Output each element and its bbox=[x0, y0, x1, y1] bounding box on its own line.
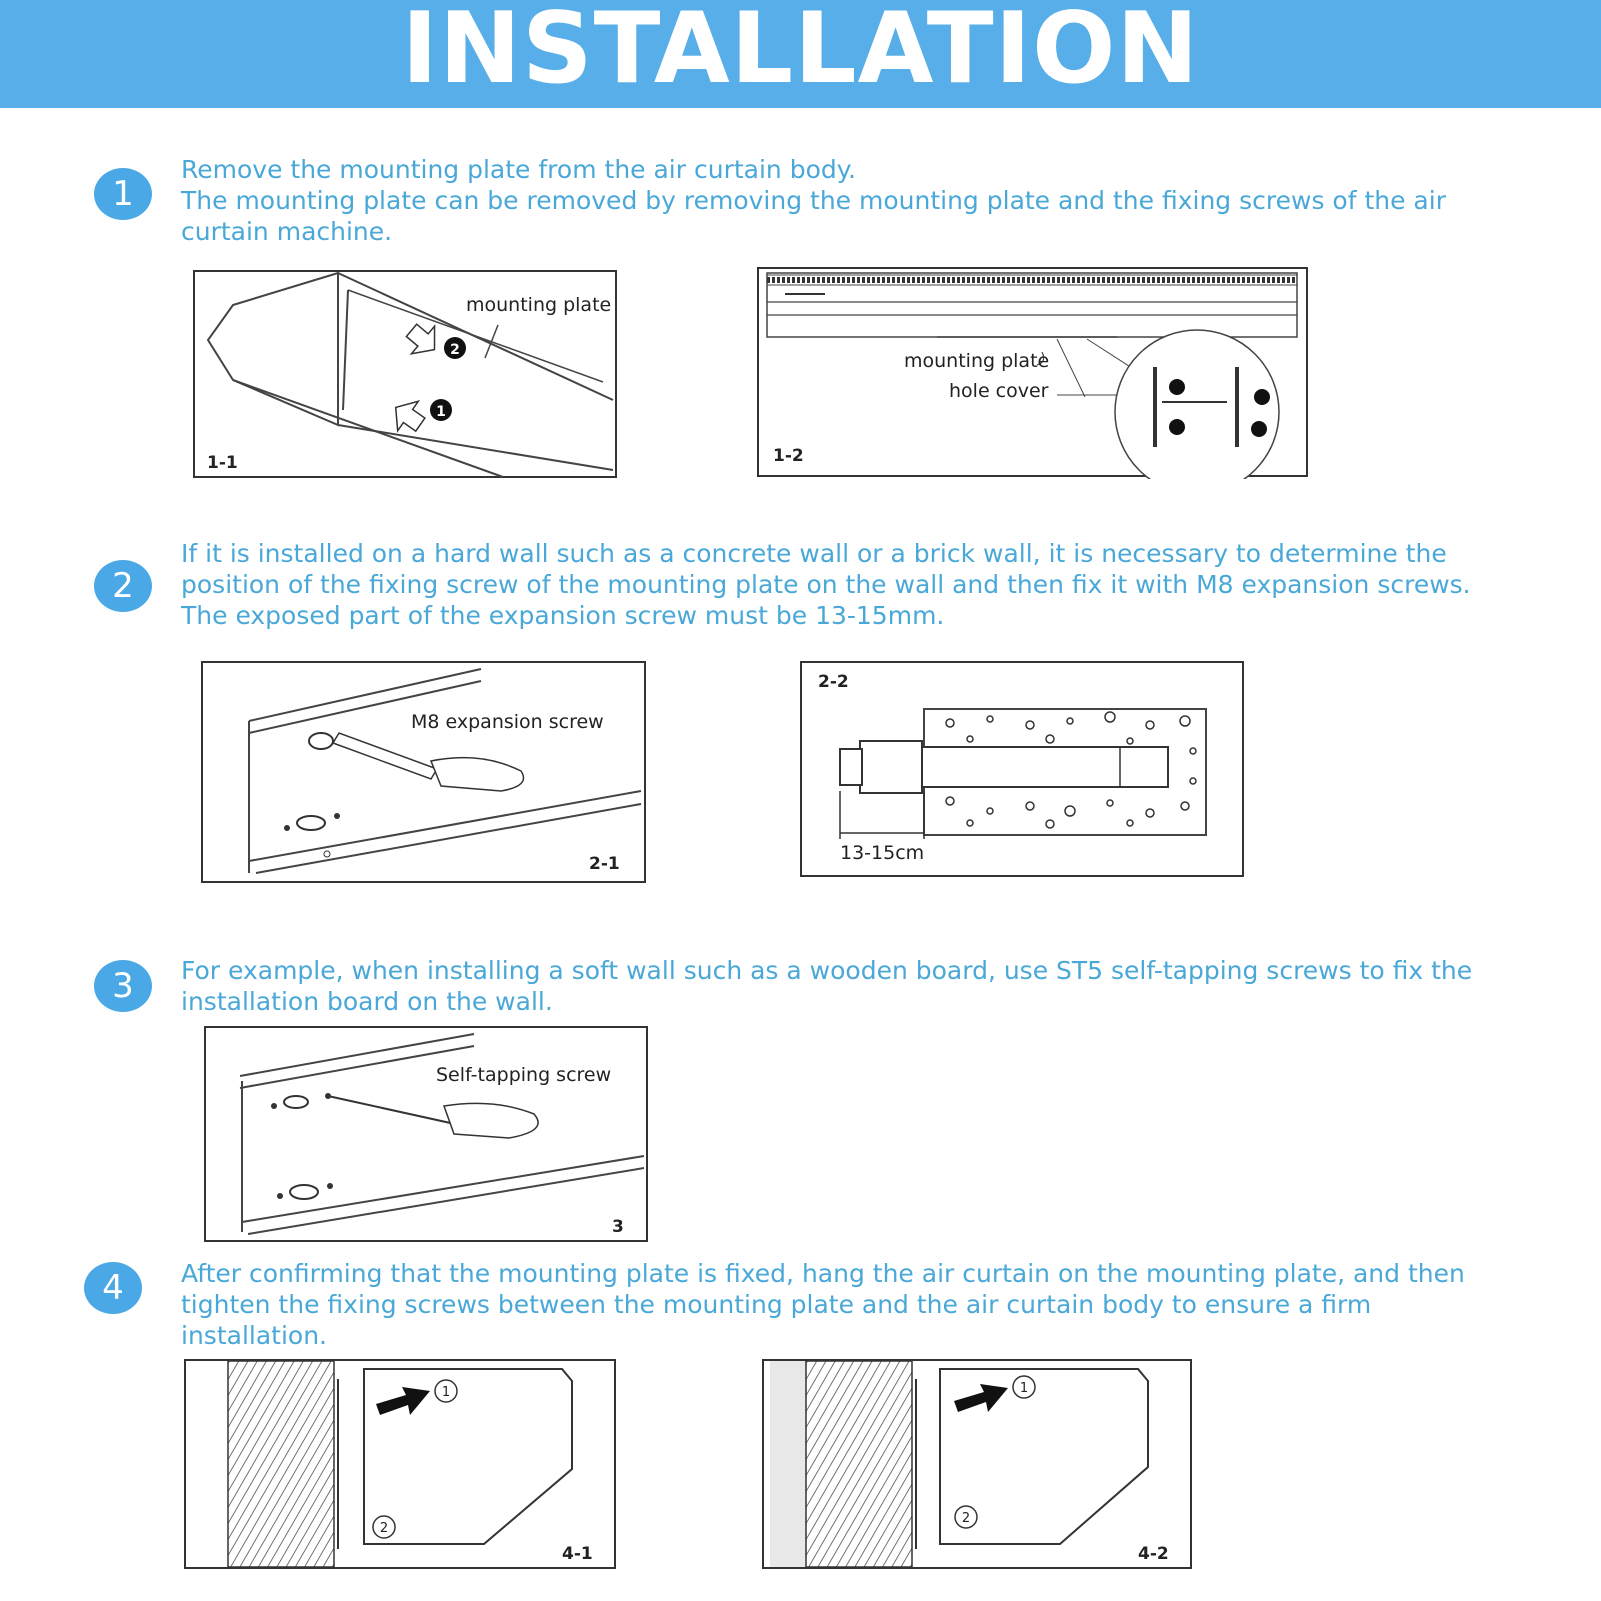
fig-1-2-label-plate: mounting plate bbox=[904, 350, 1050, 372]
step-4-badge: 4 bbox=[84, 1262, 142, 1314]
fig-1-2-label-cover: hole cover bbox=[949, 380, 1049, 402]
step-3-badge: 3 bbox=[94, 960, 152, 1012]
fig-2-2-dimension: 13-15cm bbox=[840, 842, 925, 864]
figure-4-1 bbox=[184, 1359, 618, 1571]
fig-2-1-label: M8 expansion screw bbox=[411, 711, 604, 733]
step-1-text bbox=[181, 154, 1481, 247]
fig-3-label: Self-tapping screw bbox=[436, 1064, 612, 1086]
header-banner bbox=[0, 0, 1601, 108]
figure-2-1 bbox=[201, 661, 648, 885]
step-2-badge: 2 bbox=[94, 560, 152, 612]
fig-1-1-id: 1-1 bbox=[207, 453, 238, 473]
step-4-line-1: After confirming that the mounting plate is fixed, hang the air curtain on the mounting plate, and then tighten the fixing screws between the mounting plate and the air curtain body to ensure a firm installation. bbox=[181, 1259, 1465, 1350]
fig-1-1-marker-1: 1 bbox=[436, 404, 446, 420]
fig-2-2-id: 2-2 bbox=[818, 672, 849, 692]
fig-1-1-label: mounting plate bbox=[466, 294, 612, 316]
fig-3-id: 3 bbox=[612, 1217, 624, 1237]
fig-4-2-marker-1: 1 bbox=[1019, 1381, 1029, 1396]
step-1-badge: 1 bbox=[94, 168, 152, 220]
step-2-text bbox=[181, 538, 1481, 631]
fig-4-2-id: 4-2 bbox=[1138, 1544, 1169, 1564]
figure-3 bbox=[204, 1026, 650, 1244]
figure-2-2 bbox=[800, 661, 1246, 879]
fig-1-2-id: 1-2 bbox=[773, 446, 804, 466]
page-title: INSTALLATION bbox=[401, 0, 1200, 106]
step-3-line-1: For example, when installing a soft wall such as a wooden board, use ST5 self-tapping screws to fix the installation board on the wall. bbox=[181, 956, 1473, 1016]
fig-4-2-marker-2: 2 bbox=[961, 1511, 971, 1526]
fig-4-1-id: 4-1 bbox=[562, 1544, 593, 1564]
figure-4-2 bbox=[762, 1359, 1194, 1571]
step-1-line-2: The mounting plate can be removed by removing the mounting plate and the fixing screws of the air curtain machine. bbox=[181, 186, 1446, 246]
step-3-text bbox=[181, 955, 1481, 1017]
figure-1-2 bbox=[757, 267, 1310, 479]
fig-1-1-marker-2: 2 bbox=[450, 342, 460, 358]
fig-2-1-id: 2-1 bbox=[589, 854, 620, 874]
step-4-text bbox=[181, 1258, 1481, 1351]
fig-4-1-marker-2: 2 bbox=[379, 1521, 389, 1536]
step-2-line-1: If it is installed on a hard wall such as a concrete wall or a brick wall, it is necessary to determine the position of the fixing screw of the mounting plate on the wall and then fix it with M8 expansion screws. The exposed part of the expansion screw must be 13-15mm. bbox=[181, 539, 1471, 630]
fig-4-1-marker-1: 1 bbox=[441, 1385, 451, 1400]
step-1-line-1: Remove the mounting plate from the air curtain body. bbox=[181, 155, 856, 184]
figure-1-1 bbox=[193, 270, 617, 480]
